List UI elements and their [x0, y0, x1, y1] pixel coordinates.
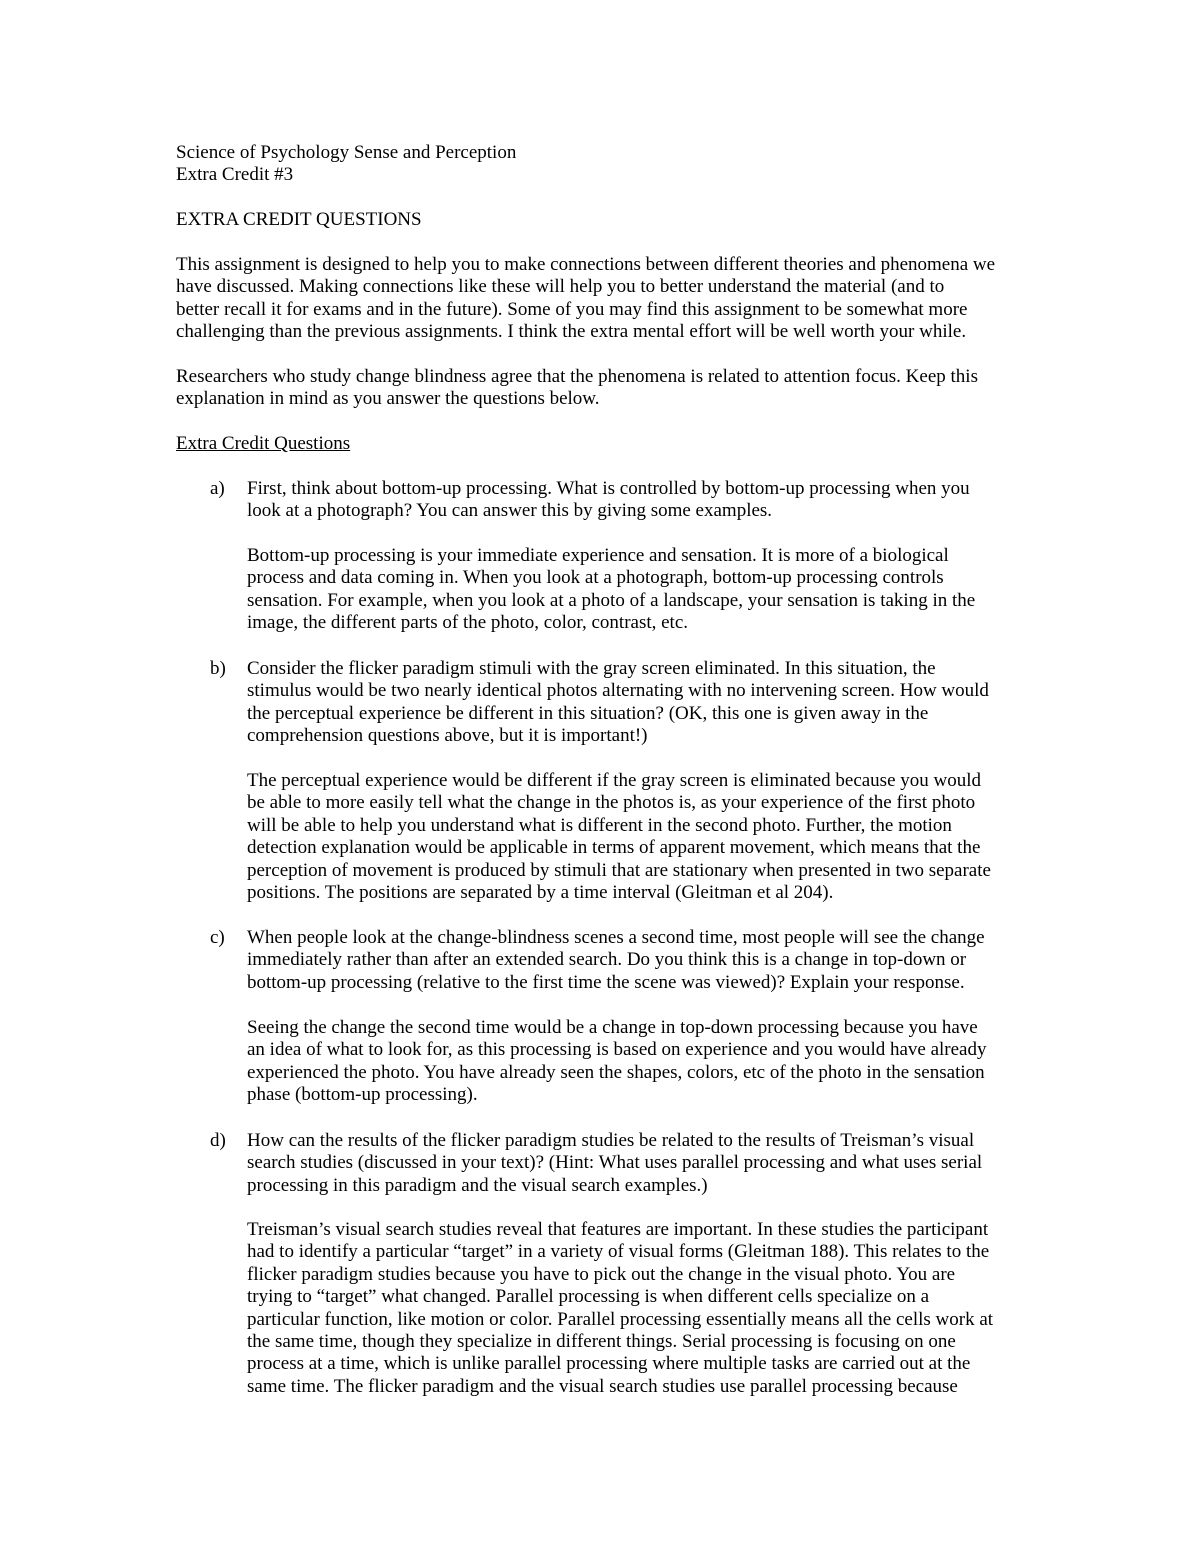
- course-title: Science of Psychology Sense and Perception: [176, 142, 517, 163]
- answer-line: same time. The flicker paradigm and the visual search studies use parallel processing because: [247, 1375, 958, 1397]
- question-line: the perceptual experience be different in this situation? (OK, this one is given away in the: [247, 702, 929, 724]
- answer-line: The perceptual experience would be different if the gray screen is eliminated because you would: [247, 770, 982, 791]
- answer-line: image, the different parts of the photo, color, contrast, etc.: [247, 612, 689, 634]
- answer-line: detection explanation would be applicable in terms of apparent movement, which means that the: [247, 837, 981, 859]
- section-heading: EXTRA CREDIT QUESTIONS: [176, 209, 422, 230]
- intro-line: challenging than the previous assignments. I think the extra mental effort will be well worth your while.: [176, 321, 967, 343]
- question-letter: b): [210, 658, 226, 679]
- question-letter: d): [210, 1130, 226, 1151]
- answer-line: experienced the photo. You have already seen the shapes, colors, etc of the photo in the sensation: [247, 1061, 985, 1083]
- answer-line: particular function, like motion or color. Parallel processing essentially means all the cells work at: [247, 1308, 994, 1330]
- context-paragraph: [176, 366, 1036, 411]
- answer-line: process at a time, which is unlike parallel processing where multiple tasks are carried out at the: [247, 1353, 971, 1375]
- questions-heading: Extra Credit Questions: [176, 433, 351, 454]
- question-letter: a): [210, 478, 225, 499]
- answer-line: had to identify a particular “target” in a variety of visual forms (Gleitman 188). This relates to the: [247, 1241, 990, 1263]
- question-text: [247, 1130, 1037, 1197]
- answer-line: perception of movement is produced by stimuli that are stationary when presented in two separate: [247, 859, 991, 881]
- question-line: First, think about bottom-up processing. What is controlled by bottom-up processing when you: [247, 478, 970, 499]
- answer-line: will be able to help you understand what is different in the second photo. Further, the motion: [247, 814, 952, 836]
- question-line: immediately rather than after an extended search. Do you think this is a change in top-down or: [247, 949, 967, 971]
- context-line: explanation in mind as you answer the questions below.: [176, 388, 600, 410]
- question-line: comprehension questions above, but it is important!): [247, 725, 648, 747]
- answer-d: [247, 1219, 1037, 1398]
- question-line: How can the results of the flicker paradigm studies be related to the results of Treisman’s visual: [247, 1130, 975, 1151]
- answer-a: [247, 545, 1037, 635]
- question-line: look at a photograph? You can answer this by giving some examples.: [247, 500, 773, 522]
- context-line: Researchers who study change blindness agree that the phenomena is related to attention focus. Keep this: [176, 366, 978, 387]
- intro-paragraph: [176, 254, 1036, 344]
- intro-line: better recall it for exams and in the future). Some of you may find this assignment to be somewhat more: [176, 298, 968, 320]
- question-letter: c): [210, 927, 225, 948]
- question-text: [247, 927, 1037, 994]
- question-text: [247, 478, 1037, 523]
- intro-line: have discussed. Making connections like these will help you to better understand the material (and to: [176, 276, 945, 298]
- answer-line: Bottom-up processing is your immediate experience and sensation. It is more of a biological: [247, 545, 949, 566]
- answer-line: an idea of what to look for, as this processing is based on experience and you would have already: [247, 1039, 987, 1061]
- answer-line: positions. The positions are separated by a time interval (Gleitman et al 204).: [247, 882, 834, 904]
- answer-line: Seeing the change the second time would be a change in top-down processing because you have: [247, 1017, 978, 1038]
- answer-line: process and data coming in. When you look at a photograph, bottom-up processing controls: [247, 567, 944, 589]
- answer-line: be able to more easily tell what the change in the photos is, as your experience of the first photo: [247, 792, 976, 814]
- question-line: stimulus would be two nearly identical photos alternating with no intervening screen. How would: [247, 680, 989, 702]
- question-line: processing in this paradigm and the visual search examples.): [247, 1174, 708, 1196]
- question-line: Consider the flicker paradigm stimuli with the gray screen eliminated. In this situation, the: [247, 658, 936, 679]
- answer-b: [247, 770, 1037, 904]
- assignment-title: Extra Credit #3: [176, 164, 294, 186]
- answer-line: Treisman’s visual search studies reveal that features are important. In these studies the participant: [247, 1219, 989, 1240]
- document-header: [176, 142, 516, 187]
- question-line: search studies (discussed in your text)? (Hint: What uses parallel processing and what uses serial: [247, 1152, 983, 1174]
- question-text: [247, 658, 1037, 748]
- answer-c: [247, 1017, 1037, 1107]
- answer-line: flicker paradigm studies because you have to pick out the change in the visual photo. You are: [247, 1263, 956, 1285]
- answer-line: phase (bottom-up processing).: [247, 1084, 478, 1106]
- answer-line: trying to “target” what changed. Parallel processing is when different cells specialize on a: [247, 1286, 929, 1308]
- question-line: When people look at the change-blindness scenes a second time, most people will see the change: [247, 927, 985, 948]
- answer-line: the same time, though they specialize in different things. Serial processing is focusing on one: [247, 1331, 956, 1353]
- intro-line: This assignment is designed to help you to make connections between different theories and phenomena we: [176, 254, 996, 275]
- answer-line: sensation. For example, when you look at a photo of a landscape, your sensation is taking in the: [247, 589, 976, 611]
- question-line: bottom-up processing (relative to the first time the scene was viewed)? Explain your response.: [247, 971, 965, 993]
